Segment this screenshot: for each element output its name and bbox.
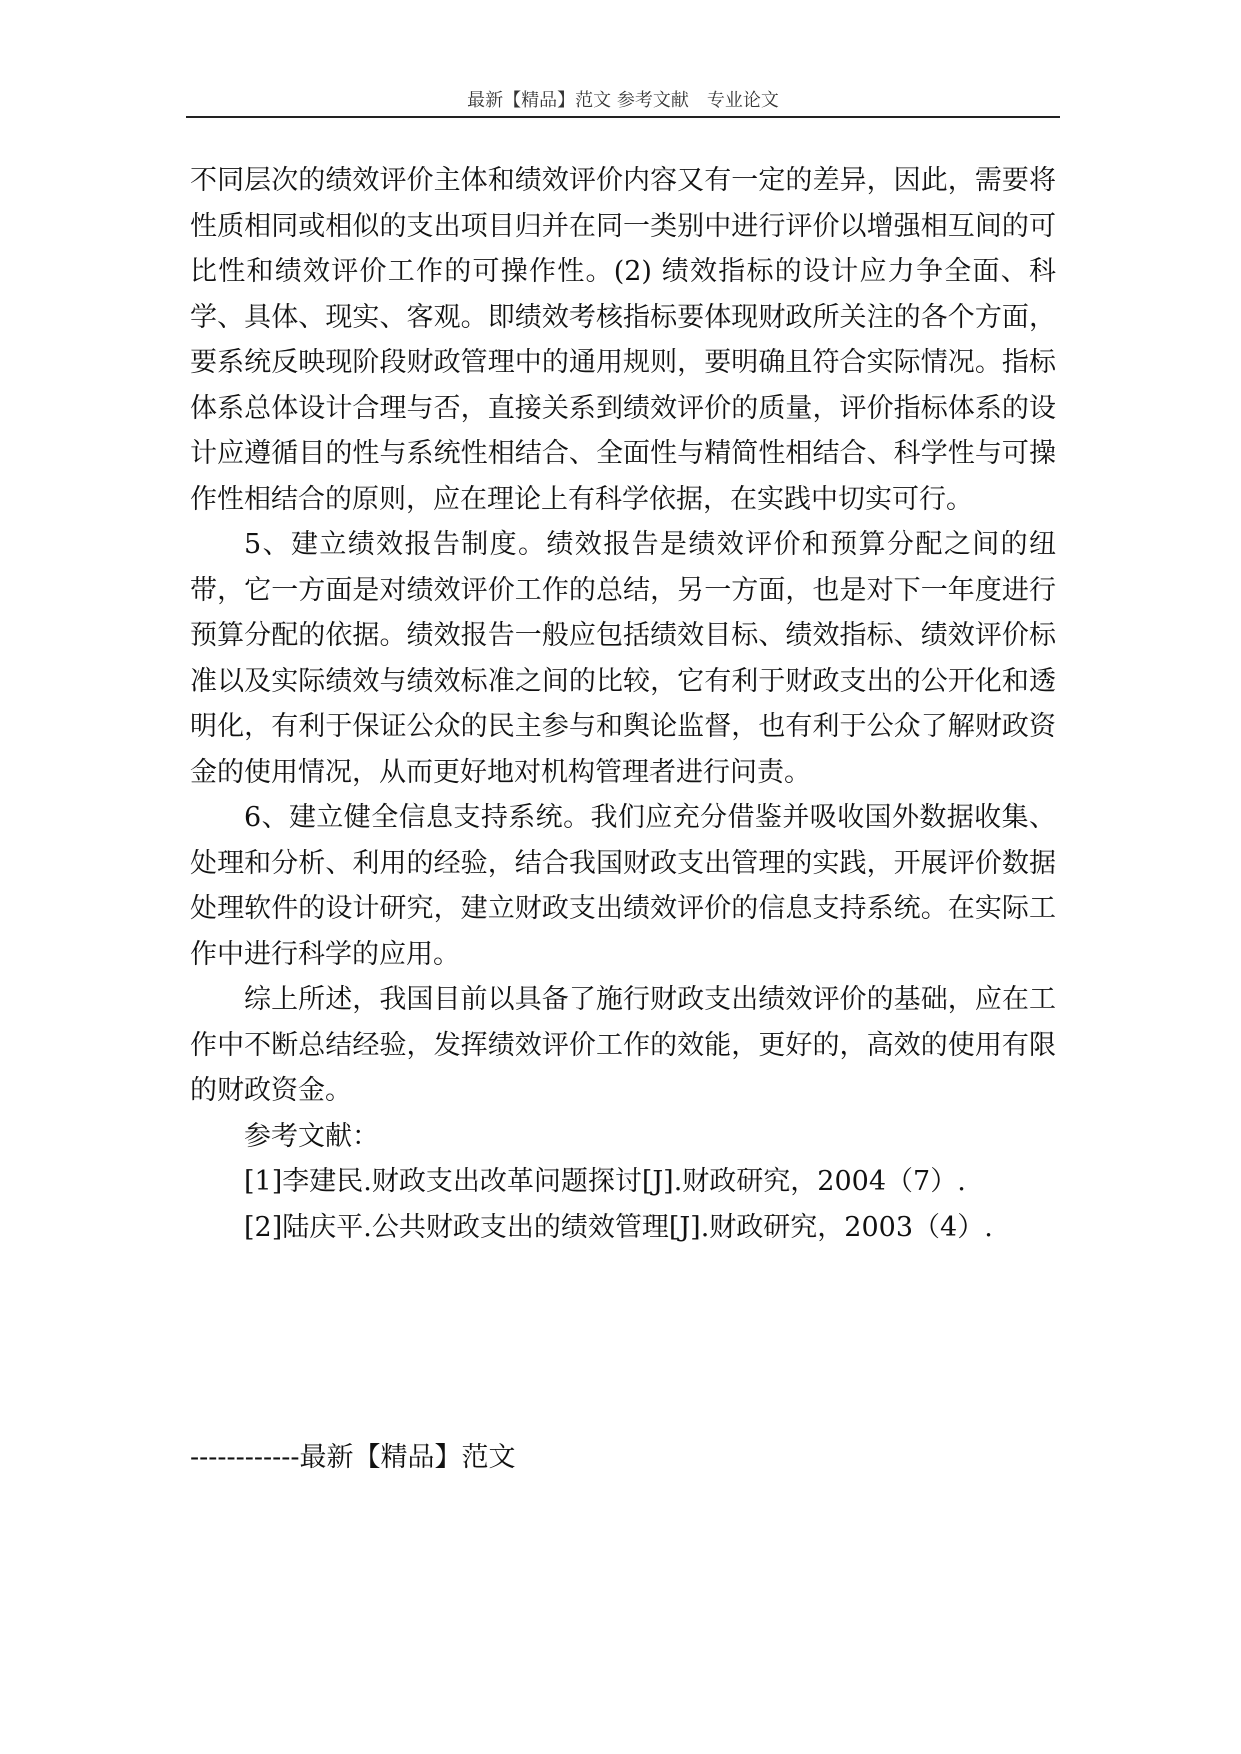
paragraph-information-system: 6、建立健全信息支持系统。我们应充分借鉴并吸收国外数据收集、处理和分析、利用的经验，结合我国财政支出管理的实践，开展评价数据处理软件的设计研究，建立财政支出绩效评价的信息支持系统。在实际工作中进行科学的应用。 [190,802,1056,970]
header-divider [186,116,1060,118]
paragraph-conclusion: 综上所述，我国目前以具备了施行财政支出绩效评价的基础，应在工作中不断总结经验，发挥绩效评价工作的效能，更好的，高效的使用有限的财政资金。 [190,984,1056,1106]
document-body [190,158,1056,1250]
reference-item: [1]李建民.财政支出改革问题探讨[J].财政研究，2004（7）. [244,1166,966,1197]
references-section [190,1114,1056,1251]
reference-item: [2]陆庆平.公共财政支出的绩效管理[J].财政研究，2003（4）. [244,1211,993,1243]
paragraph-performance-report: 5、建立绩效报告制度。绩效报告是绩效评价和预算分配之间的纽带，它一方面是对绩效评价工作的总结，另一方面，也是对下一年度进行预算分配的依据。绩效报告一般应包括绩效目标、绩效指标、绩效评价标准以及实际绩效与绩效标准之间的比较，它有利于财政支出的公开化和透明化，有利于保证公众的民主参与和舆论监督，也有利于公众了解财政资金的使用情况，从而更好地对机构管理者进行问责。 [190,529,1056,788]
footer-watermark-text: ------------最新【精品】范文 [190,1442,516,1473]
page-header: 最新【精品】范文 参考文献 专业论文 [467,90,779,111]
paragraph-continuation: 不同层次的绩效评价主体和绩效评价内容又有一定的差异，因此，需要将性质相同或相似的支出项目归并在同一类别中进行评价以增强相互间的可比性和绩效评价工作的可操作性。(2) 绩效指标的设计应力争全面、科学、具体、现实、客观。即绩效考核指标要体现财政所关注的各个方面，要系统反映现阶段财政管理中的通用规则，要明确且符合实际情况。指标体系总体设计合理与否，直接关系到绩效评价的质量，评价指标体系的设计应遵循目的性与系统性相结合、全面性与精简性相结合、科学性与可操作性相结合的原则，应在理论上有科学依据，在实践中切实可行。 [190,165,1056,515]
references-title: 参考文献： [244,1120,379,1152]
